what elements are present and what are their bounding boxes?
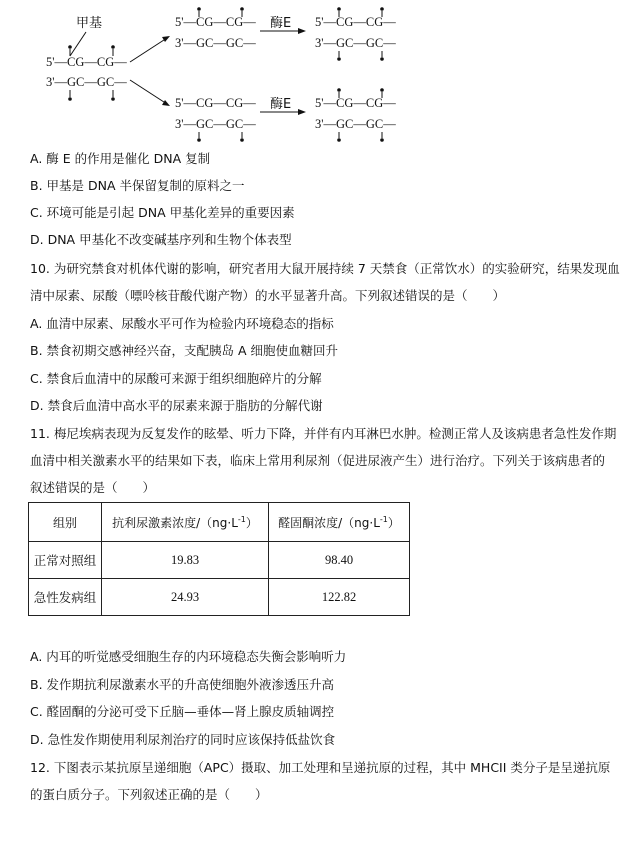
- q11-stem-line1: 11. 梅尼埃病表现为反复发作的眩晕、听力下降，并伴有内耳淋巴水肿。检测正常人及该病患者急性发作期: [30, 426, 617, 441]
- methyl-dot: [240, 7, 244, 11]
- header-ald-sup: -1: [379, 514, 388, 524]
- q9-option-b: B. 甲基是 DNA 半保留复制的原料之一: [30, 178, 245, 193]
- strand-right-bot-b: 3'—GC—GC—: [315, 117, 396, 131]
- table-header-row: [29, 503, 410, 542]
- methyl-dot: [337, 138, 341, 142]
- dna-methylation-diagram: [0, 0, 644, 150]
- table-cell-aldosterone: 122.82: [269, 579, 410, 616]
- q11-option-c: C. 醛固酮的分泌可受下丘脑—垂体—肾上腺皮质轴调控: [30, 704, 335, 719]
- q9-option-d: D. DNA 甲基化不改变碱基序列和生物个体表型: [30, 232, 292, 247]
- q10-option-c: C. 禁食后血清中的尿酸可来源于组织细胞碎片的分解: [30, 371, 322, 386]
- methyl-label: 甲基: [76, 16, 103, 31]
- table-cell-aldosterone: 98.40: [269, 542, 410, 579]
- table-header-adh: [102, 503, 269, 542]
- methyl-dot: [380, 7, 384, 11]
- methyl-dot: [197, 7, 201, 11]
- table-row: [29, 579, 410, 616]
- methyl-dot: [337, 57, 341, 61]
- q11-stem-line2: 血清中相关激素水平的结果如下表，临床上常用利尿剂（促进尿液产生）进行治疗。下列关于该病患者的: [30, 453, 606, 468]
- header-adh-text: 抗利尿激素浓度/（ng·L: [112, 515, 238, 530]
- q10-stem-line1: 10. 为研究禁食对机体代谢的影响，研究者用大鼠开展持续 7 天禁食（正常饮水）的实验研究，结果发现血: [30, 261, 620, 276]
- table-cell-group: 正常对照组: [29, 542, 102, 579]
- table-header-aldosterone: [269, 503, 410, 542]
- header-adh-sup: -1: [237, 514, 246, 524]
- table-cell-adh: 19.83: [102, 542, 269, 579]
- methyl-dot: [380, 88, 384, 92]
- strand-left-top: 5'—CG—CG—: [46, 55, 127, 69]
- methyl-dot: [197, 138, 201, 142]
- enzyme-label-bottom: 酶E: [270, 97, 292, 112]
- q12-stem-line2: 的蛋白质分子。下列叙述正确的是（ ）: [30, 787, 268, 802]
- hormone-table: [28, 502, 410, 616]
- strand-right-top-b: 3'—GC—GC—: [315, 36, 396, 50]
- methyl-pointer: [70, 32, 86, 56]
- methyl-dot: [337, 88, 341, 92]
- q10-option-a: A. 血清中尿素、尿酸水平可作为检验内环境稳态的指标: [30, 316, 334, 331]
- q11-option-d: D. 急性发作期使用利尿剂治疗的同时应该保持低盐饮食: [30, 732, 336, 747]
- q10-option-b: B. 禁食初期交感神经兴奋，支配胰岛 A 细胞使血糖回升: [30, 343, 339, 358]
- enzyme-label-top: 酶E: [270, 16, 292, 31]
- q11-option-a: A. 内耳的听觉感受细胞生存的内环境稳态失衡会影响听力: [30, 649, 347, 664]
- strand-mid-bot-a: 5'—CG—CG—: [175, 96, 256, 110]
- enzyme-arrowhead-bottom: [298, 109, 306, 115]
- methyl-dot: [380, 138, 384, 142]
- table-header-group: 组别: [29, 503, 102, 542]
- strand-mid-top-a: 5'—CG—CG—: [175, 15, 256, 29]
- methyl-dot: [337, 7, 341, 11]
- header-ald-text: 醛固酮浓度/（ng·L: [278, 515, 380, 530]
- methyl-dot: [111, 45, 115, 49]
- enzyme-arrowhead-top: [298, 28, 306, 34]
- arrowhead-down: [162, 100, 170, 106]
- table-cell-adh: 24.93: [102, 579, 269, 616]
- q12-stem-line1: 12. 下图表示某抗原呈递细胞（APC）摄取、加工处理和呈递抗原的过程，其中 MHCII 类分子是呈递抗原: [30, 760, 611, 775]
- methyl-dot: [380, 57, 384, 61]
- arrowhead-up: [162, 36, 170, 42]
- table-row: [29, 542, 410, 579]
- header-ald-close: ）: [387, 515, 400, 530]
- methyl-dot: [68, 97, 72, 101]
- strand-right-bot-a: 5'—CG—CG—: [315, 96, 396, 110]
- methyl-dot: [111, 97, 115, 101]
- strand-right-top-a: 5'—CG—CG—: [315, 15, 396, 29]
- arrow-down: [130, 80, 167, 104]
- strand-left-bottom: 3'—GC—GC—: [46, 75, 127, 89]
- q10-stem-line2: 清中尿素、尿酸（嘌呤核苷酸代谢产物）的水平显著升高。下列叙述错误的是（ ）: [30, 288, 506, 303]
- q10-option-d: D. 禁食后血清中高水平的尿素来源于脂肪的分解代谢: [30, 398, 323, 413]
- q11-option-b: B. 发作期抗利尿激素水平的升高使细胞外液渗透压升高: [30, 677, 335, 692]
- arrow-up: [130, 38, 167, 62]
- table-cell-group: 急性发病组: [29, 579, 102, 616]
- strand-mid-top-b: 3'—GC—GC—: [175, 36, 256, 50]
- header-adh-close: ）: [245, 515, 258, 530]
- q11-stem-line3: 叙述错误的是（ ）: [30, 480, 156, 495]
- methyl-dot: [240, 138, 244, 142]
- strand-mid-bot-b: 3'—GC—GC—: [175, 117, 256, 131]
- q9-option-a: A. 酶 E 的作用是催化 DNA 复制: [30, 151, 211, 166]
- methyl-dot: [68, 45, 72, 49]
- q9-option-c: C. 环境可能是引起 DNA 甲基化差异的重要因素: [30, 205, 295, 220]
